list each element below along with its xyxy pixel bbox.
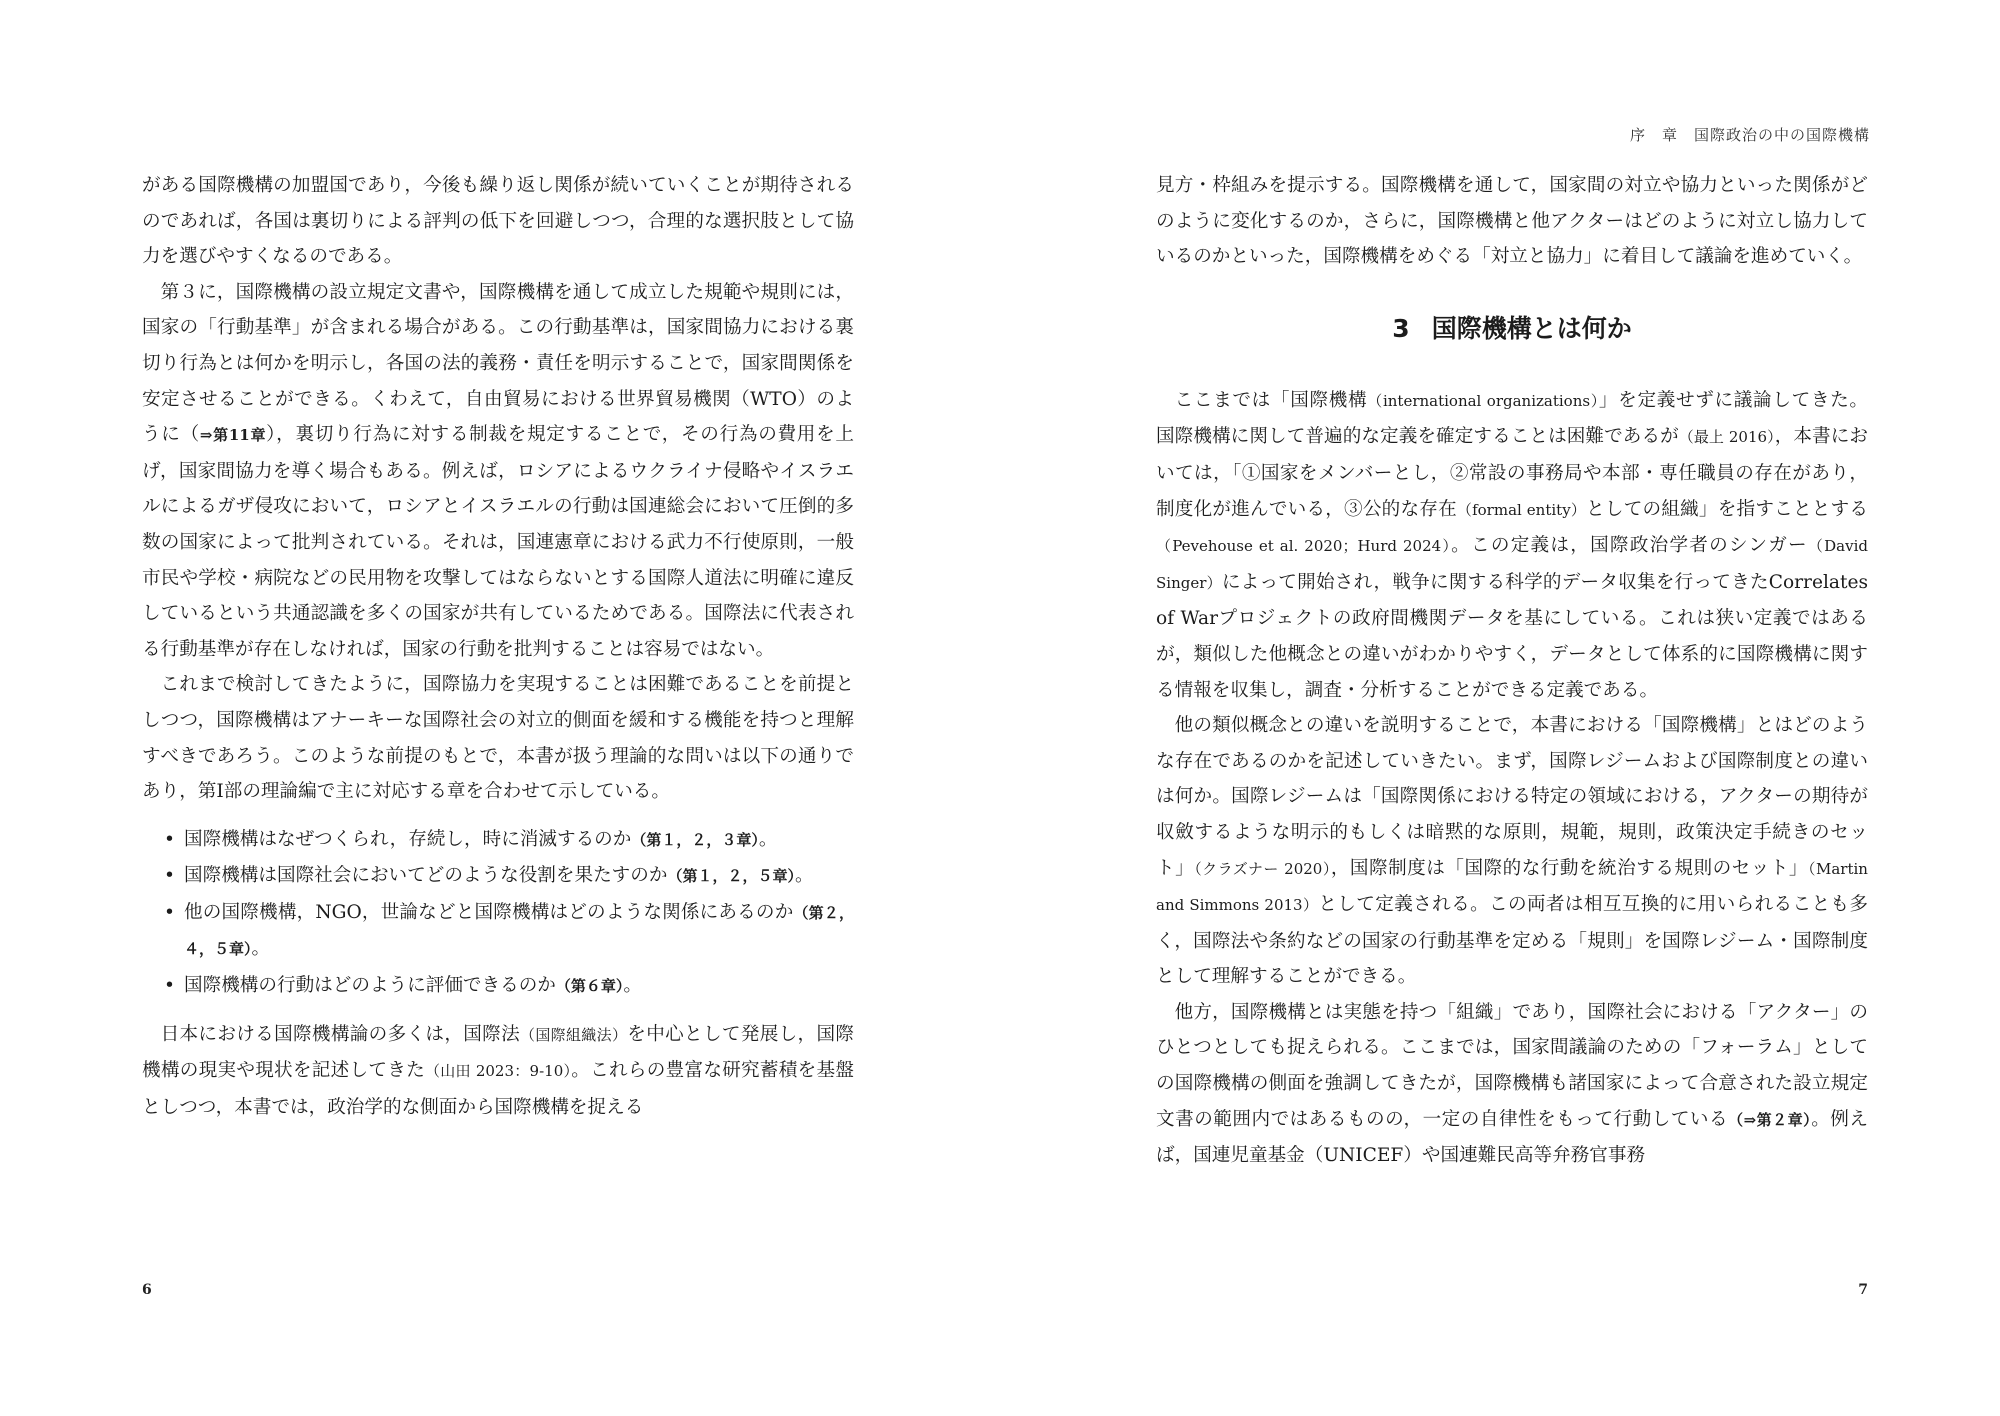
paragraph xyxy=(1156,708,1868,995)
right-page xyxy=(1000,0,2000,1416)
text: 他の国際機構，NGO，世論などと国際機構はどのような関係にあるのか xyxy=(184,901,794,923)
chapter-reference: （第２，４，５章） xyxy=(184,903,854,959)
left-text-column xyxy=(142,168,854,1125)
paragraph xyxy=(1156,995,1868,1174)
text: 国際機構は国際社会においてどのような役割を果たすのか xyxy=(184,865,668,887)
list-item xyxy=(164,968,854,1005)
text: 第３に，国際機構の設立規定文書や，国際機構を通して成立した規範や規則には，国家の「行動基準」が含まれる場合がある。この行動基準は，国家間協力における裏切り行為とは何かを明示し，各国の法的義務・責任を明示することで，国家間関係を安定させることができる。くわえて，自由貿易における世界貿易機関（WTO）のように（ xyxy=(142,281,854,446)
chapter-reference: （第６章） xyxy=(555,977,624,996)
text: 。 xyxy=(794,865,814,887)
text: これまで検討してきたように，国際協力を実現することは困難であることを前提としつつ，国際機構はアナーキーな国際社会の対立的側面を緩和する機能を持つと理解すべきであろう。このような前提のもとで，本書が扱う理論的な問いは以下の通りであり，第Ⅰ部の理論編で主に対応する章を合わせて示している。 xyxy=(142,674,854,803)
section-heading xyxy=(1156,309,1868,349)
paragraph xyxy=(1156,168,1868,275)
right-text-column xyxy=(1156,168,1868,1174)
text: 国際機構の行動はどのように評価できるのか xyxy=(184,975,556,997)
text: 。 xyxy=(758,828,778,850)
text: ，国際制度は「国際的な行動を統治する規則のセット」 xyxy=(1330,857,1809,879)
section-number: 3 xyxy=(1392,313,1410,343)
text: 。例えば，国連児童基金（UNICEF）や国連難民高等弁務官事務 xyxy=(1156,1108,1868,1167)
text: がある国際機構の加盟国であり，今後も繰り返し関係が続いていくことが期待されるのであれば，各国は裏切りによる評判の低下を回避しつつ，合理的な選択肢として協力を選びやすくなるのである。 xyxy=(142,175,854,268)
text: 。これらの豊富な研究蓄積を基盤としつつ，本書では，政治学的な側面から国際機構を捉える xyxy=(142,1060,854,1118)
list-item xyxy=(164,858,854,895)
paragraph xyxy=(142,168,854,275)
list-item xyxy=(164,822,854,859)
cross-reference: ⇒第11章 xyxy=(199,426,267,445)
paragraph xyxy=(142,667,854,809)
text: 。この定義は，国際政治学者のシンガー xyxy=(1451,535,1808,557)
parenthetical: （David Singer） xyxy=(1156,537,1868,592)
page-number: 6 xyxy=(142,1282,152,1298)
text: を中心として発展し，国際機構の現実や現状を記述してきた xyxy=(142,1023,854,1082)
page-number: 7 xyxy=(1858,1282,1868,1298)
running-head: 序 章 国際政治の中の国際機構 xyxy=(1629,126,1870,144)
text: ），裏切り行為に対する制裁を規定することで，その行為の費用を上げ，国家間協力を導く場合もある。例えば，ロシアによるウクライナ侵略やイスラエルによるガザ侵攻において，ロシアとイスラエルの行動は国連総会において圧倒的多数の国家によって批判されている。それは，国連憲章における武力不行使原則，一般市民や学校・病院などの民用物を攻撃してはならないとする国際人道法に明確に違反しているという共通認識を多くの国家が共有しているためである。国際法に代表される行動基準が存在しなければ，国家の行動を批判することは容易ではない。 xyxy=(142,424,854,660)
text: として定義される。この両者は相互互換的に用いられることも多く，国際法や条約などの国家の行動基準を定める「規則」を国際レジーム・国際制度として理解することができる。 xyxy=(1156,894,1868,988)
paragraph xyxy=(142,275,854,668)
question-list xyxy=(164,822,854,1005)
citation: （山田 2023：9-10） xyxy=(424,1062,572,1081)
chapter-reference: （第１，２，５章） xyxy=(667,867,795,886)
citation: （クラズナー 2020） xyxy=(1194,859,1331,878)
cross-reference: （⇒第２章） xyxy=(1728,1110,1812,1129)
text: 他の類似概念との違いを説明することで，本書における「国際機構」とはどのような存在であるのかを記述していきたい。まず，国際レジームおよび国際制度との違いは何か。国際レジームは「国際関係における特定の領域における，アクターの期待が収斂するような明示的もしくは暗黙的な原則，規範，規則，政策決定手続きのセット」 xyxy=(1156,715,1868,879)
text: 。 xyxy=(623,975,643,997)
text: としての組織」を指すこととする xyxy=(1586,498,1868,520)
parenthetical: （国際組織法） xyxy=(520,1025,628,1044)
paragraph xyxy=(142,1017,854,1126)
text: 日本における国際機構論の多くは，国際法 xyxy=(160,1023,521,1045)
section-title: 国際機構とは何か xyxy=(1431,313,1632,343)
text: 」を定義せずに議論してきた。国際機構に関して普遍的な定義を確定することは困難であるが xyxy=(1156,389,1868,448)
text: 見方・枠組みを提示する。国際機構を通して，国家間の対立や協力といった関係がどのように変化するのか，さらに，国際機構と他アクターはどのように対立し協力しているのかといった，国際機構をめぐる「対立と協力」に着目して議論を進めていく。 xyxy=(1156,175,1868,268)
chapter-reference: （第１，２，３章） xyxy=(631,830,759,849)
text: ここまでは「国際機構 xyxy=(1174,389,1368,411)
citation: （最上 2016） xyxy=(1678,428,1775,447)
list-item xyxy=(164,895,854,968)
text: ，本書においては，「①国家をメンバーとし，②常設の事務局や本部・専任職員の存在があり，制度化が進んでいる，③公的な存在 xyxy=(1156,426,1868,520)
citation: （Pevehouse et al. 2020；Hurd 2024） xyxy=(1156,537,1452,556)
text: 他方，国際機構とは実態を持つ「組織」であり，国際社会における「アクター」のひとつとしても捉えられる。ここまでは，国家間議論のための「フォーラム」としての国際機構の側面を強調してきたが，国際機構も諸国家によって合意された設立規定文書の範囲内ではあるものの，一定の自律性をもって行動している xyxy=(1156,1001,1868,1130)
text: によって開始され，戦争に関する科学的データ収集を行ってきたCorrelates of Warプロジェクトの政府間機関データを基にしている。これは狭い定義ではあるが，類似した他概念との違いがわかりやすく，データとして体系的に国際機構に関する情報を収集し，調査・分析することができる定義である。 xyxy=(1156,571,1868,701)
parenthetical: （international organizations） xyxy=(1367,391,1599,410)
parenthetical: （formal entity） xyxy=(1456,500,1587,519)
text: 。 xyxy=(251,938,271,960)
paragraph xyxy=(1156,383,1868,708)
citation: （Martin and Simmons 2013） xyxy=(1156,859,1868,915)
text: 国際機構はなぜつくられ，存続し，時に消滅するのか xyxy=(184,828,632,850)
